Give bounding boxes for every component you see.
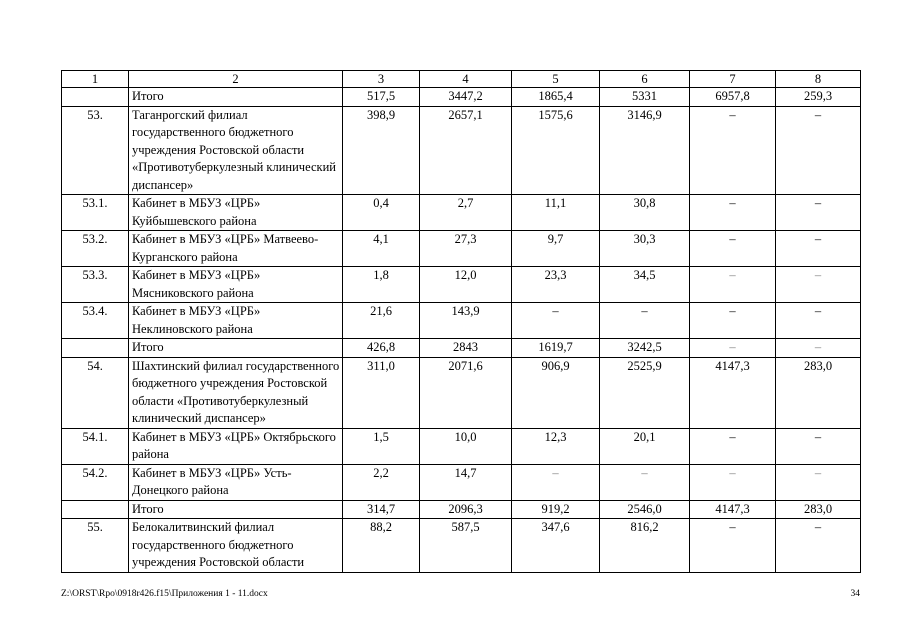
value-cell: – (776, 303, 861, 339)
row-number: 55. (62, 519, 129, 573)
value-cell: 314,7 (343, 500, 420, 519)
value-cell: 2843 (420, 339, 512, 358)
row-number: 53.3. (62, 267, 129, 303)
value-cell: 143,9 (420, 303, 512, 339)
value-cell: 1865,4 (512, 88, 600, 107)
value-cell: – (690, 106, 776, 195)
value-cell: 6957,8 (690, 88, 776, 107)
row-name: Кабинет в МБУЗ «ЦРБ» Неклиновского района (129, 303, 343, 339)
table-row (62, 303, 861, 339)
value-cell: 23,3 (512, 267, 600, 303)
column-header: 3 (343, 71, 420, 88)
table-row (62, 500, 861, 519)
row-name: Белокалитвинский филиал государственного бюджетного учреждения Ростовской области (129, 519, 343, 573)
value-cell: 1575,6 (512, 106, 600, 195)
value-cell: – (690, 464, 776, 500)
row-name: Кабинет в МБУЗ «ЦРБ» Усть-Донецкого района (129, 464, 343, 500)
value-cell: – (776, 231, 861, 267)
value-cell: – (690, 303, 776, 339)
value-cell: 12,0 (420, 267, 512, 303)
table-row (62, 339, 861, 358)
value-cell: 3242,5 (600, 339, 690, 358)
value-cell: 3146,9 (600, 106, 690, 195)
table-row (62, 231, 861, 267)
value-cell: 906,9 (512, 357, 600, 428)
value-cell: 4147,3 (690, 500, 776, 519)
row-name: Итого (129, 88, 343, 107)
value-cell: 30,3 (600, 231, 690, 267)
value-cell: 1,8 (343, 267, 420, 303)
value-cell: – (776, 519, 861, 573)
value-cell: 587,5 (420, 519, 512, 573)
row-number (62, 339, 129, 358)
table-row (62, 267, 861, 303)
row-number: 53. (62, 106, 129, 195)
row-name: Кабинет в МБУЗ «ЦРБ» Мясниковского района (129, 267, 343, 303)
row-name: Итого (129, 500, 343, 519)
value-cell: – (690, 195, 776, 231)
footer-file-path: Z:\ORST\Rpo\0918r426.f15\Приложения 1 - 11.docx (61, 589, 268, 599)
value-cell: 311,0 (343, 357, 420, 428)
data-table (61, 70, 861, 573)
value-cell: 12,3 (512, 428, 600, 464)
row-name: Шахтинский филиал государственного бюджетного учреждения Ростовской области «Противотуберкулезный клинический диспансер» (129, 357, 343, 428)
value-cell: 2,2 (343, 464, 420, 500)
value-cell: 4147,3 (690, 357, 776, 428)
value-cell: 5331 (600, 88, 690, 107)
value-cell: 283,0 (776, 500, 861, 519)
value-cell: 1,5 (343, 428, 420, 464)
row-name: Итого (129, 339, 343, 358)
column-header: 1 (62, 71, 129, 88)
value-cell: 2657,1 (420, 106, 512, 195)
value-cell: 2071,6 (420, 357, 512, 428)
row-name: Кабинет в МБУЗ «ЦРБ» Октябрьского района (129, 428, 343, 464)
row-name: Таганрогский филиал государственного бюджетного учреждения Ростовской области «Противотуберкулезный клинический диспансер» (129, 106, 343, 195)
value-cell: 20,1 (600, 428, 690, 464)
value-cell: – (776, 464, 861, 500)
value-cell: – (690, 267, 776, 303)
value-cell: 426,8 (343, 339, 420, 358)
data-table-container (61, 70, 860, 573)
value-cell: 2546,0 (600, 500, 690, 519)
value-cell: – (690, 339, 776, 358)
value-cell: – (776, 428, 861, 464)
value-cell: 347,6 (512, 519, 600, 573)
row-number: 53.1. (62, 195, 129, 231)
row-number: 54. (62, 357, 129, 428)
value-cell: – (690, 519, 776, 573)
value-cell: 30,8 (600, 195, 690, 231)
value-cell: – (600, 464, 690, 500)
table-row (62, 195, 861, 231)
value-cell: – (600, 303, 690, 339)
value-cell: 88,2 (343, 519, 420, 573)
value-cell: 3447,2 (420, 88, 512, 107)
value-cell: 27,3 (420, 231, 512, 267)
value-cell: – (776, 339, 861, 358)
value-cell: – (776, 106, 861, 195)
value-cell: 34,5 (600, 267, 690, 303)
value-cell: – (512, 464, 600, 500)
row-number: 54.1. (62, 428, 129, 464)
value-cell: 11,1 (512, 195, 600, 231)
column-header: 2 (129, 71, 343, 88)
value-cell: – (690, 231, 776, 267)
table-row (62, 88, 861, 107)
row-number: 54.2. (62, 464, 129, 500)
value-cell: 398,9 (343, 106, 420, 195)
page-number: 34 (850, 589, 860, 599)
row-number: 53.2. (62, 231, 129, 267)
value-cell: 283,0 (776, 357, 861, 428)
value-cell: – (512, 303, 600, 339)
value-cell: 259,3 (776, 88, 861, 107)
value-cell: 4,1 (343, 231, 420, 267)
row-name: Кабинет в МБУЗ «ЦРБ» Куйбышевского района (129, 195, 343, 231)
value-cell: 10,0 (420, 428, 512, 464)
value-cell: 816,2 (600, 519, 690, 573)
row-name: Кабинет в МБУЗ «ЦРБ» Матвеево-Курганского района (129, 231, 343, 267)
value-cell: – (776, 195, 861, 231)
row-number: 53.4. (62, 303, 129, 339)
header-row (62, 71, 861, 88)
value-cell: 0,4 (343, 195, 420, 231)
column-header: 4 (420, 71, 512, 88)
table-row (62, 106, 861, 195)
table-row (62, 357, 861, 428)
value-cell: 517,5 (343, 88, 420, 107)
row-number (62, 88, 129, 107)
column-header: 5 (512, 71, 600, 88)
column-header: 7 (690, 71, 776, 88)
value-cell: 2096,3 (420, 500, 512, 519)
table-row (62, 464, 861, 500)
value-cell: 14,7 (420, 464, 512, 500)
value-cell: 1619,7 (512, 339, 600, 358)
row-number (62, 500, 129, 519)
column-header: 8 (776, 71, 861, 88)
value-cell: – (690, 428, 776, 464)
value-cell: 2525,9 (600, 357, 690, 428)
value-cell: 2,7 (420, 195, 512, 231)
value-cell: 919,2 (512, 500, 600, 519)
table-row (62, 428, 861, 464)
value-cell: – (776, 267, 861, 303)
table-row (62, 519, 861, 573)
value-cell: 21,6 (343, 303, 420, 339)
column-header: 6 (600, 71, 690, 88)
value-cell: 9,7 (512, 231, 600, 267)
